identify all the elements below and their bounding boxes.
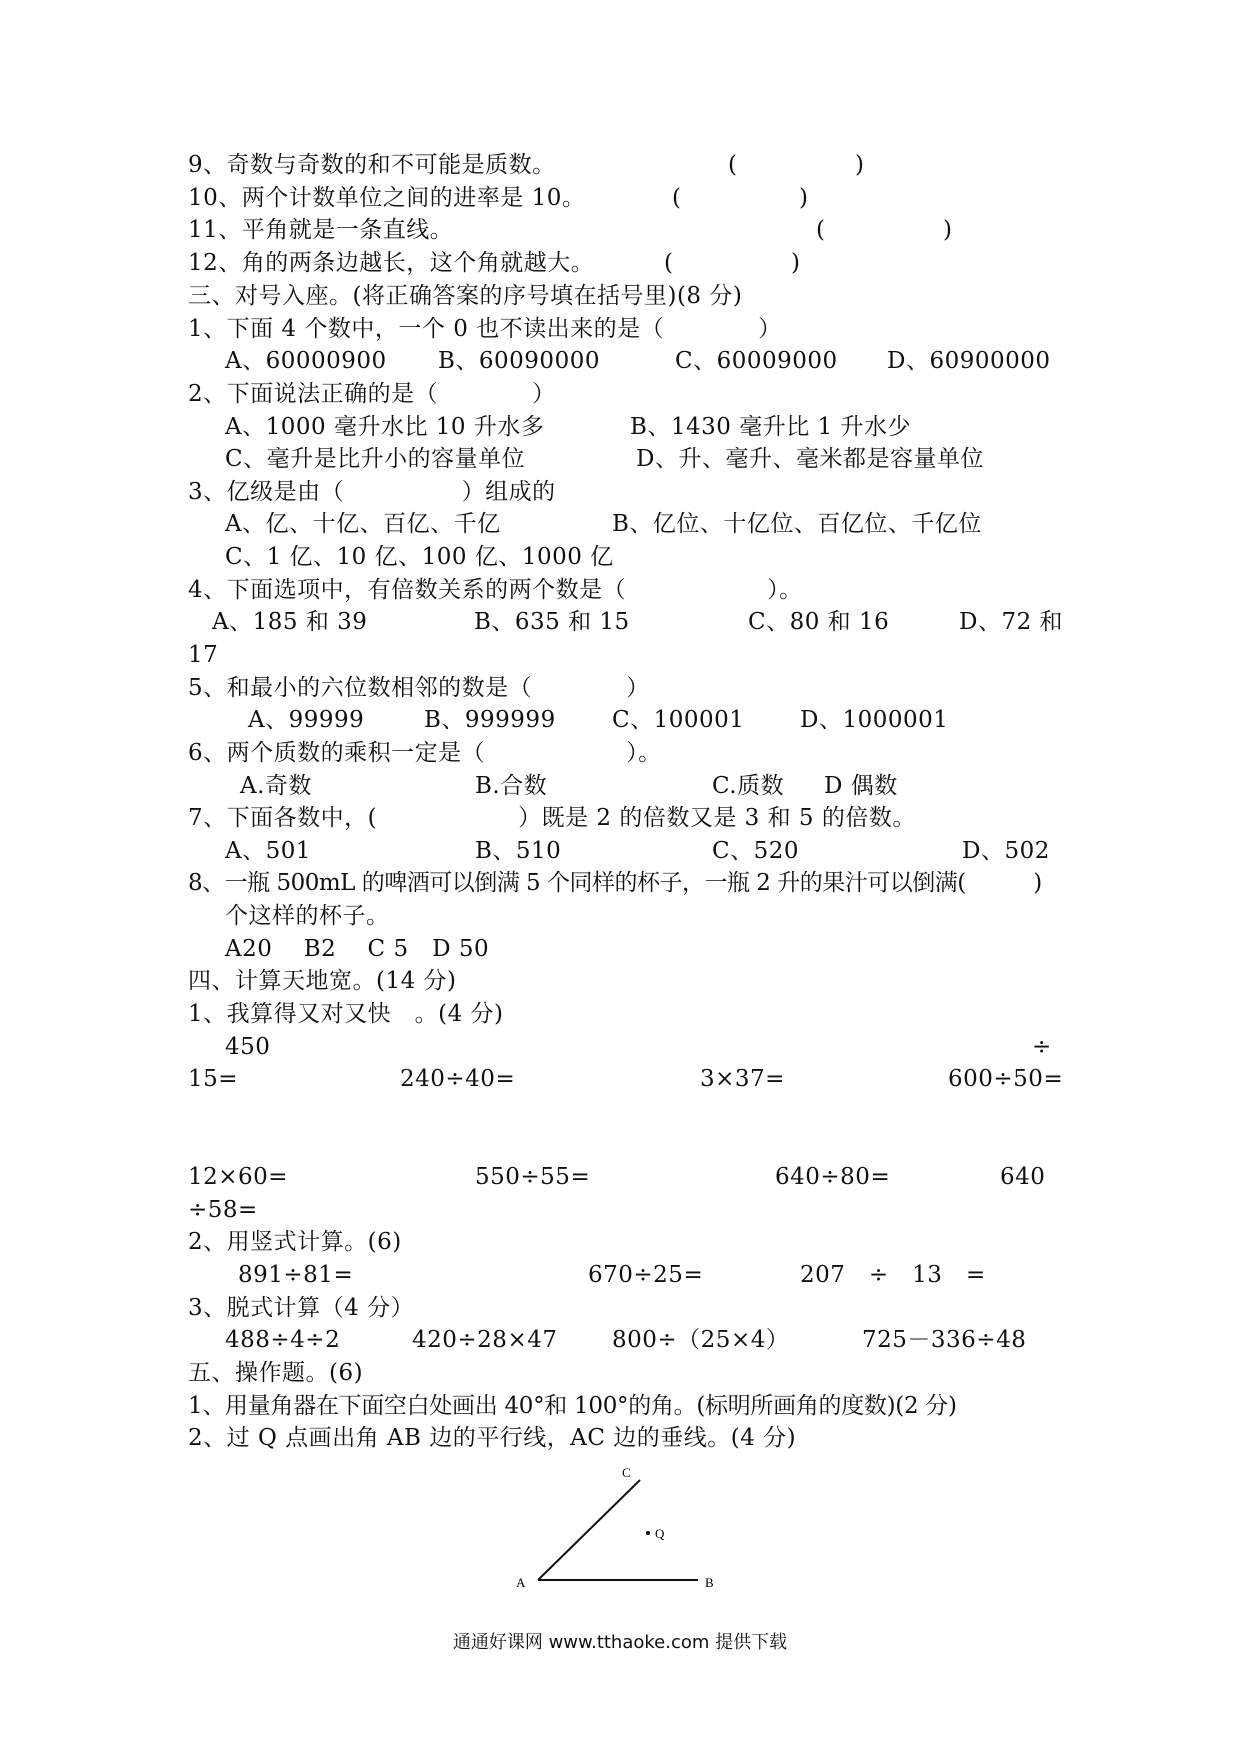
s3-q2-option-a: A、1000 毫升水比 10 升水多 [225,414,545,440]
s3-q2-option-d: D、升、毫升、毫米都是容量单位 [636,446,984,472]
judge-q11-paren: ( ) [816,217,953,243]
s4-expr-7: 640÷80= [775,1164,891,1190]
s3-q3-option-c: C、1 亿、10 亿、100 亿、1000 亿 [225,544,614,570]
section5-title: 五、操作题。(6) [188,1360,364,1386]
s3-q5-option-c: C、100001 [612,707,745,733]
s3-q4-option-b: B、635 和 15 [474,609,630,635]
s3-q1-option-d: D、60900000 [887,348,1051,374]
s3-q8-stem: 8、一瓶 500mL 的啤酒可以倒满 5 个同样的杯子，一瓶 2 升的果汁可以倒满( ) [188,870,1042,896]
s3-q6-option-c: C.质数 [712,773,785,799]
s3-q1-option-a: A、60000900 [225,348,387,374]
angle-figure [500,1460,760,1600]
s4-sub3-expr-1: 488÷4÷2 [225,1327,341,1353]
footer-source: 通通好课网 www.tthaoke.com 提供下载 [452,1632,788,1653]
s3-q2-stem: 2、下面说法正确的是（ ） [188,381,556,407]
s4-sub3-expr-3: 800÷（25×4） [612,1327,790,1353]
point-q [646,1531,650,1535]
judge-q9: 9、奇数与奇数的和不可能是质数。 [188,152,556,178]
s4-sub3-title: 3、脱式计算（4 分） [188,1295,415,1321]
s3-q4-stem: 4、下面选项中，有倍数关系的两个数是（ ）。 [188,577,803,603]
s5-q1: 1、用量角器在下面空白处画出 40°和 100°的角。(标明所画角的度数)(2 分) [188,1393,957,1419]
s4-sub2-title: 2、用竖式计算。(6) [188,1229,402,1255]
s4-sub2-expr-1: 891÷81= [238,1262,354,1288]
label-q: Q [655,1526,665,1541]
s3-q7-option-c: C、520 [712,838,799,864]
judge-q11: 11、平角就是一条直线。 [188,217,454,243]
ray-ac [538,1480,640,1580]
s4-sub2-expr-2: 670÷25= [588,1262,704,1288]
s3-q2-option-b: B、1430 毫升比 1 升水少 [630,414,912,440]
s3-q6-option-d: D 偶数 [824,773,898,799]
s3-q6-stem: 6、两个质数的乘积一定是（ ）。 [188,740,662,766]
label-a: A [516,1575,526,1590]
section3-title: 三、对号入座。(将正确答案的序号填在括号里)(8 分) [188,283,743,309]
s3-q5-option-d: D、1000001 [800,707,949,733]
s3-q5-option-a: A、99999 [248,707,365,733]
s4-expr-4: 600÷50= [948,1066,1064,1092]
s4-expr-5: 12×60= [188,1164,289,1190]
s3-q3-option-b: B、亿位、十亿位、百亿位、千亿位 [612,511,982,537]
s3-q1-stem: 1、下面 4 个数中，一个 0 也不读出来的是（ ） [188,316,782,342]
s4-expr-1a: 450 [225,1034,271,1060]
section4-title: 四、计算天地宽。(14 分) [188,968,457,994]
s4-expr-3: 3×37= [700,1066,785,1092]
s3-q7-option-d: D、502 [962,838,1050,864]
s3-q8-stem-cont: 个这样的杯子。 [225,903,390,929]
s4-sub3-expr-4: 725－336÷48 [862,1327,1027,1353]
judge-q12-paren: ( ) [664,250,801,276]
s3-q8-options: A20 B2 C 5 D 50 [225,936,490,962]
s3-q2-option-c: C、毫升是比升小的容量单位 [225,446,526,472]
judge-q10: 10、两个计数单位之间的进率是 10。 [188,185,586,211]
s3-q6-option-b: B.合数 [475,773,548,799]
judge-q10-paren: ( ) [672,185,809,211]
s3-q3-option-a: A、亿、十亿、百亿、千亿 [225,511,501,537]
s4-expr-8a: 640 [1000,1164,1046,1190]
s4-expr-6: 550÷55= [475,1164,591,1190]
s3-q5-option-b: B、999999 [424,707,556,733]
s4-expr-2: 240÷40= [400,1066,516,1092]
s3-q4-option-d-cont: 17 [188,642,219,668]
s3-q4-option-a: A、185 和 39 [212,609,368,635]
s5-q2: 2、过 Q 点画出角 AB 边的平行线，AC 边的垂线。(4 分) [188,1425,797,1451]
s3-q1-option-b: B、60090000 [438,348,600,374]
label-c: C [622,1465,631,1480]
s3-q3-stem: 3、亿级是由（ ）组成的 [188,479,556,505]
s4-expr-1b: ÷ [1032,1034,1052,1060]
s4-sub1-title: 1、我算得又对又快 。(4 分) [188,1001,504,1027]
s4-sub2-expr-3: 207 ÷ 13 = [800,1262,986,1288]
s3-q7-option-a: A、501 [225,838,312,864]
s3-q4-option-c: C、80 和 16 [748,609,890,635]
s3-q7-stem: 7、下面各数中，( ）既是 2 的倍数又是 3 和 5 的倍数。 [188,805,916,831]
s4-expr-8b: ÷58= [188,1197,258,1223]
s3-q4-option-d: D、72 和 [959,609,1064,635]
s3-q5-stem: 5、和最小的六位数相邻的数是（ ） [188,675,650,701]
label-b: B [705,1575,714,1590]
s3-q7-option-b: B、510 [475,838,562,864]
judge-q9-paren: ( ) [728,152,865,178]
s4-sub3-expr-2: 420÷28×47 [412,1327,558,1353]
s4-expr-1c: 15= [188,1066,239,1092]
s3-q6-option-a: A.奇数 [240,773,312,799]
judge-q12: 12、角的两条边越长，这个角就越大。 [188,250,595,276]
s3-q1-option-c: C、60009000 [675,348,838,374]
